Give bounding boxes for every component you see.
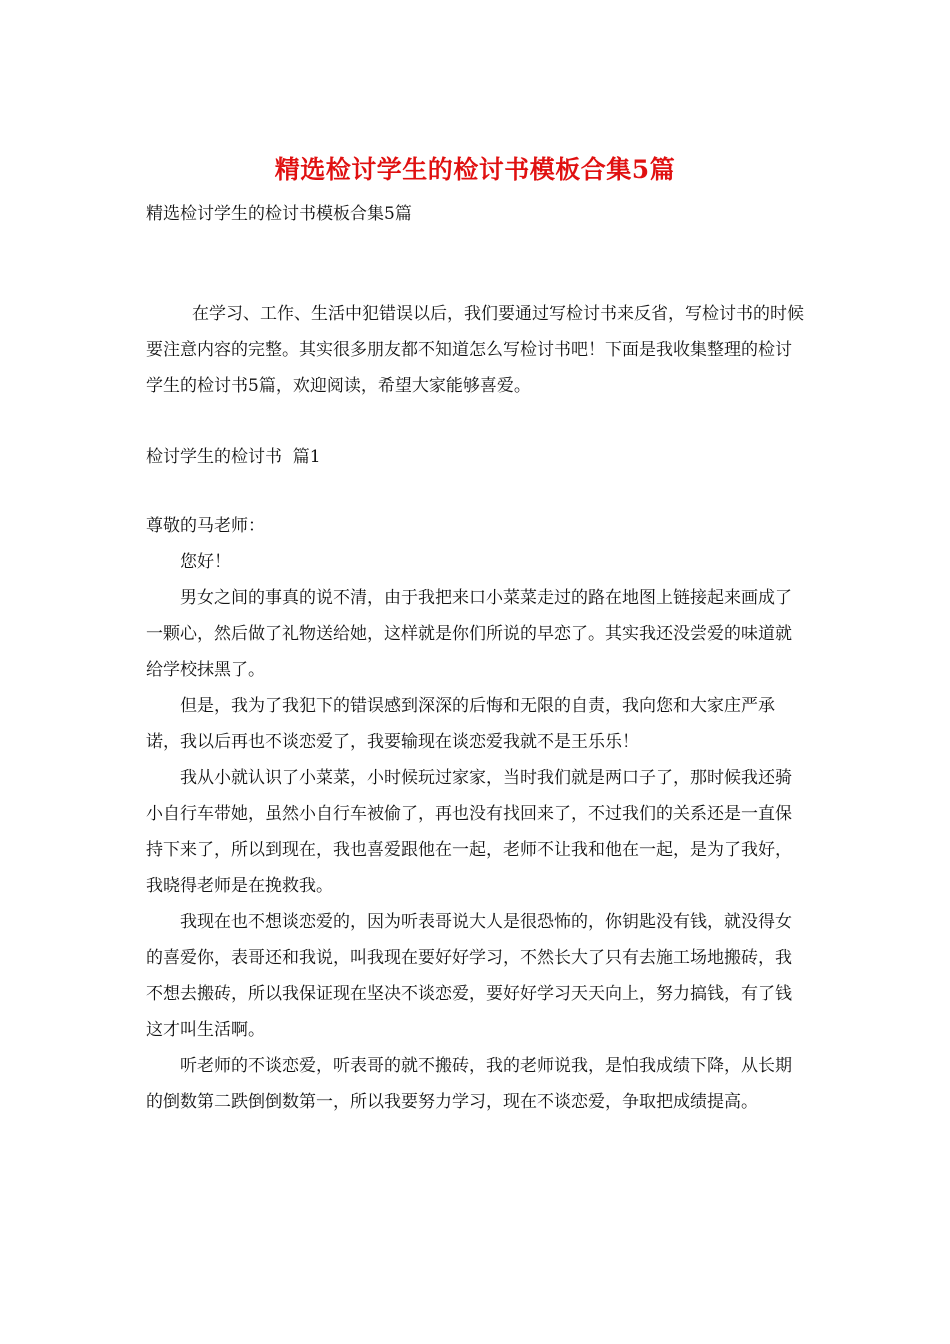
letter-salutation: 尊敬的马老师： — [146, 516, 265, 536]
letter-paragraph: 男女之间的事真的说不清，由于我把来口小菜菜走过的路在地图上链接起来画成了一颗心，然后做了礼物送给她，这样就是你们所说的早恋了。其实我还没尝爱的味道就给学校抹黑了。 — [146, 588, 792, 680]
letter-paragraph: 但是，我为了我犯下的错误感到深深的后悔和无限的自责，我向您和大家庄严承诺，我以后再也不谈恋爱了，我要输现在谈恋爱我就不是王乐乐！ — [146, 696, 775, 752]
letter-greeting: 您好！ — [180, 552, 231, 572]
letter-paragraph: 我现在也不想谈恋爱的，因为听表哥说大人是很恐怖的，你钥匙没有钱，就没得女的喜爱你，表哥还和我说，叫我现在要好好学习，不然长大了只有去施工场地搬砖，我不想去搬砖，所以我保证现在坚决不谈恋爱，要好好学习天天向上，努力搞钱，有了钱这才叫生活啊。 — [146, 912, 792, 1040]
section-heading: 检讨学生的检讨书 篇1 — [146, 447, 321, 467]
intro-paragraph: 在学习、工作、生活中犯错误以后，我们要通过写检讨书来反省，写检讨书的时候要注意内容的完整。其实很多朋友都不知道怎么写检讨书吧！下面是我收集整理的检讨学生的检讨书5篇，欢迎阅读，希望大家能够喜爱。 — [146, 304, 804, 396]
letter-paragraph: 听老师的不谈恋爱，听表哥的就不搬砖，我的老师说我，是怕我成绩下降，从长期的倒数第二跌倒倒数第一，所以我要努力学习，现在不谈恋爱，争取把成绩提高。 — [146, 1056, 792, 1112]
document-subtitle: 精选检讨学生的检讨书模板合集5篇 — [146, 204, 412, 224]
letter-paragraph: 我从小就认识了小菜菜，小时候玩过家家，当时我们就是两口子了，那时候我还骑小自行车带她，虽然小自行车被偷了，再也没有找回来了，不过我们的关系还是一直保持下来了，所以到现在，我也喜爱跟他在一起，老师不让我和他在一起，是为了我好，我晓得老师是在挽救我。 — [146, 768, 792, 896]
letter-body — [146, 508, 806, 1120]
document-title: 精选检讨学生的检讨书模板合集5篇 — [274, 155, 676, 184]
